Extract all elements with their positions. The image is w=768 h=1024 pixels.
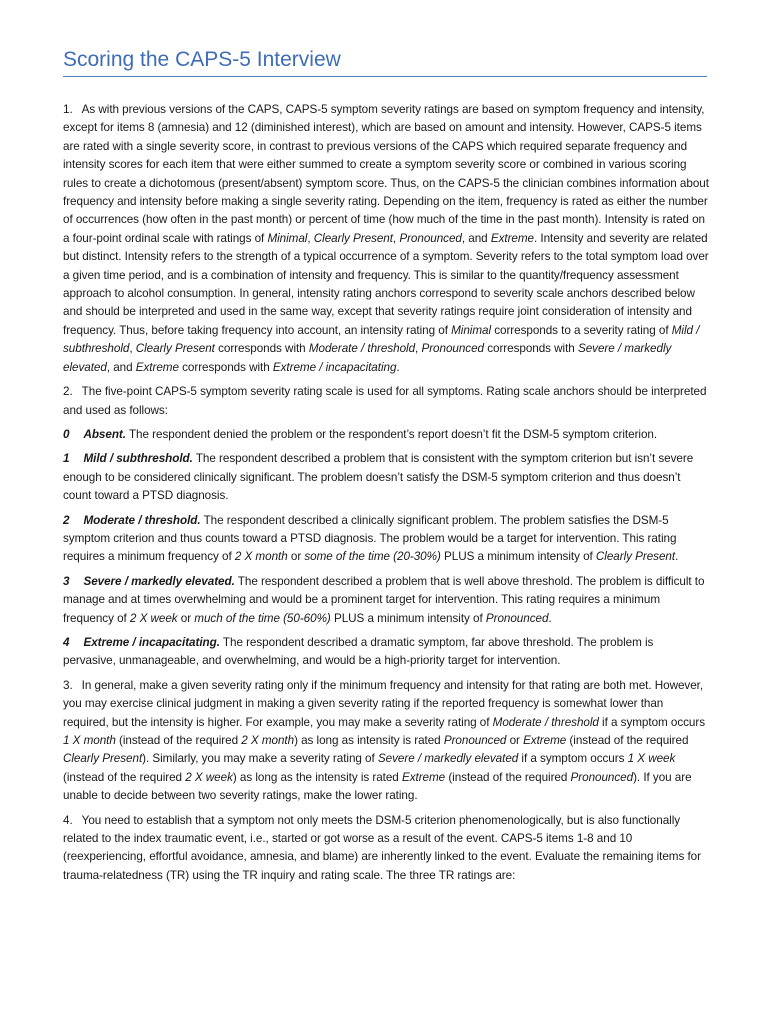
level-description: The respondent denied the problem or the respondent’s report doesn’t fit the DSM-5 symptom criterion.	[128, 427, 658, 441]
level-description: The respondent described a dramatic symptom, far above threshold. The problem is pervasive, unmanageable, and overwhelming, and would be a high-priority target for intervention.	[63, 635, 654, 668]
paragraph-2	[63, 383, 709, 420]
text: corresponds with	[178, 360, 273, 374]
text: You need to establish that a symptom not only meets the DSM-5 criterion phenomenologically, but is also functionally related to the index traumatic event, i.e., started or got worse as a result of the event. CAPS-5 items 1-8 and 10 (reexperiencing, effortful avoidance, amnesia, and blame) are inherently linked to the event. Evaluate the remaining items for trauma-relatedness (TR) using the TR inquiry and rating scale. The three TR ratings are:	[63, 813, 701, 882]
level-label: Absent.	[83, 427, 126, 441]
level-label: Mild / subthreshold.	[83, 452, 193, 466]
severity-level-4	[63, 634, 709, 671]
emphasis: Moderate / threshold	[308, 342, 416, 356]
text: if a symptom occurs	[518, 752, 628, 766]
paragraph-number: 2.	[63, 385, 73, 399]
text: corresponds with	[484, 342, 578, 356]
emphasis: Clearly Present	[135, 342, 215, 356]
emphasis: Clearly Present	[595, 550, 676, 564]
emphasis: Minimal	[267, 231, 308, 245]
text: ) as long as the intensity is rated	[232, 770, 402, 784]
text: .	[396, 360, 400, 374]
emphasis: 2 X week	[185, 770, 233, 784]
text: ). Similarly, you may make a severity rating of	[142, 752, 378, 766]
emphasis: Extreme	[401, 770, 446, 784]
emphasis: Severe / markedly elevated	[377, 752, 519, 766]
level-label: Moderate / threshold.	[83, 513, 201, 527]
level-label: Severe / markedly elevated.	[83, 574, 235, 588]
level-description: The respondent described a problem that is consistent with the symptom criterion but isn’t severe enough to be considered clinically significant. The problem doesn’t satisfy the DSM-5 symptom criterion and thus doesn’t count toward a PTSD diagnosis.	[63, 452, 694, 503]
emphasis: Pronounced	[421, 342, 484, 356]
severity-level-3	[63, 573, 709, 628]
emphasis: Extreme	[490, 231, 534, 245]
text: ). If you are unable to decide between two severity ratings, make the lower rating.	[63, 770, 692, 803]
text: (instead of the required	[63, 770, 186, 784]
text: .	[675, 550, 679, 564]
text: (instead of the required	[115, 734, 242, 747]
text: or	[506, 734, 524, 747]
paragraph-number: 1.	[63, 103, 73, 116]
level-label: Extreme / incapacitating.	[83, 635, 220, 649]
level-number: 0	[63, 427, 70, 441]
text: or	[287, 550, 305, 564]
paragraph-4	[63, 812, 709, 886]
paragraph-number: 4.	[63, 813, 73, 827]
level-description: The respondent described a clinically significant problem. The problem satisfies the DSM-5 symptom criterion and thus counts toward a PTSD diagnosis. The problem would be a target for intervention. This rating requires a minimum frequency of	[63, 513, 677, 564]
text: ) as long as intensity is rated	[294, 734, 444, 747]
severity-level-0	[63, 426, 709, 444]
emphasis: Extreme	[523, 734, 567, 747]
text: PLUS a minimum intensity of	[330, 611, 486, 625]
level-description: The respondent described a problem that is well above threshold. The problem is difficult to manage and at times overwhelming and would be a prominent target for intervention. This rating requires a minimum frequency of	[63, 574, 705, 625]
emphasis: Extreme / incapacitating	[272, 360, 397, 374]
emphasis: 1 X month	[63, 734, 116, 747]
emphasis: much of the time (50-60%)	[194, 611, 331, 625]
emphasis: 2 X month	[234, 550, 288, 564]
text: . Intensity and severity are related but distinct. Intensity refers to the strength of a typical occurrence of a symptom. Severity refers to the total symptom load over a given time period, and is a combination of intensity and frequency. This is similar to the quantity/frequency assessment approach to alcohol consumption. In general, intensity rating anchors correspond to severity scale anchors described below and should be interpreted and used in the same way, except that severity ratings require joint consideration of intensity and frequency. Thus, before taking frequency into account, an intensity rating of	[63, 231, 709, 337]
level-number: 4	[63, 635, 70, 649]
emphasis: Pronounced	[399, 231, 462, 245]
level-number: 1	[63, 452, 70, 466]
text: The five-point CAPS-5 symptom severity rating scale is used for all symptoms. Rating scale anchors should be interpreted and used as follows:	[63, 385, 707, 417]
severity-level-2	[63, 512, 709, 567]
text: , and	[106, 360, 136, 374]
emphasis: 1 X week	[627, 752, 676, 766]
text: corresponds with	[214, 342, 309, 356]
text: (instead of the required	[445, 770, 571, 784]
paragraph-3	[63, 677, 709, 806]
text: PLUS a minimum intensity of	[440, 550, 596, 564]
emphasis: Mild / subthreshold	[63, 323, 700, 356]
severity-level-1	[63, 450, 709, 505]
document-body	[63, 101, 709, 891]
emphasis: Pronounced	[485, 611, 549, 625]
text: As with previous versions of the CAPS, CAPS-5 symptom severity ratings are based on symptom frequency and intensity, except for items 8 (amnesia) and 12 (diminished interest), which are based on amount and intensity. However, CAPS-5 items are rated with a single severity score, in contrast to previous versions of the CAPS which required separate frequency and intensity scores for each item that were either summed to create a symptom severity score or combined in various scoring rules to create a dichotomous (present/absent) symptom score. Thus, on the CAPS-5 the clinician combines information about frequency and intensity before making a single severity rating. Depending on the item, frequency is rated as either the number of occurrences (how often in the past month) or percent of time (how much of the time in the past month). Intensity is rated on a four-point ordinal scale with ratings of	[63, 103, 709, 245]
level-number: 3	[63, 574, 70, 588]
emphasis: Moderate / threshold	[492, 715, 599, 729]
emphasis: Severe / markedly elevated	[63, 342, 672, 374]
emphasis: some of the time (20-30%)	[304, 550, 441, 564]
emphasis: Clearly Present	[63, 752, 143, 766]
level-number: 2	[63, 513, 70, 527]
text: ,	[307, 231, 314, 245]
text: ,	[392, 231, 400, 245]
emphasis: Clearly Present	[313, 231, 393, 245]
text: corresponds to a severity rating of	[491, 323, 672, 337]
text: .	[548, 611, 552, 625]
text: ,	[415, 342, 422, 356]
emphasis: 2 X week	[129, 611, 178, 625]
title-underline	[63, 76, 707, 77]
text: , and	[461, 231, 491, 245]
paragraph-number: 3.	[63, 678, 73, 692]
emphasis: Pronounced	[443, 734, 507, 747]
text: if a symptom occurs	[598, 715, 706, 729]
emphasis: Extreme	[135, 360, 179, 374]
text: In general, make a given severity rating only if the minimum frequency and intensity for that rating are both met. However, you may exercise clinical judgment in making a given severity rating if the reported frequency is somewhat lower than required, but the intensity is higher. For example, you may make a severity rating of	[63, 678, 704, 729]
paragraph-1	[63, 101, 709, 377]
page-title: Scoring the CAPS-5 Interview	[63, 48, 341, 71]
emphasis: 2 X month	[241, 734, 295, 747]
text: or	[177, 611, 195, 625]
text: ,	[129, 342, 136, 356]
text: (instead of the required	[566, 734, 689, 747]
emphasis: Pronounced	[570, 770, 634, 784]
emphasis: Minimal	[451, 323, 492, 337]
